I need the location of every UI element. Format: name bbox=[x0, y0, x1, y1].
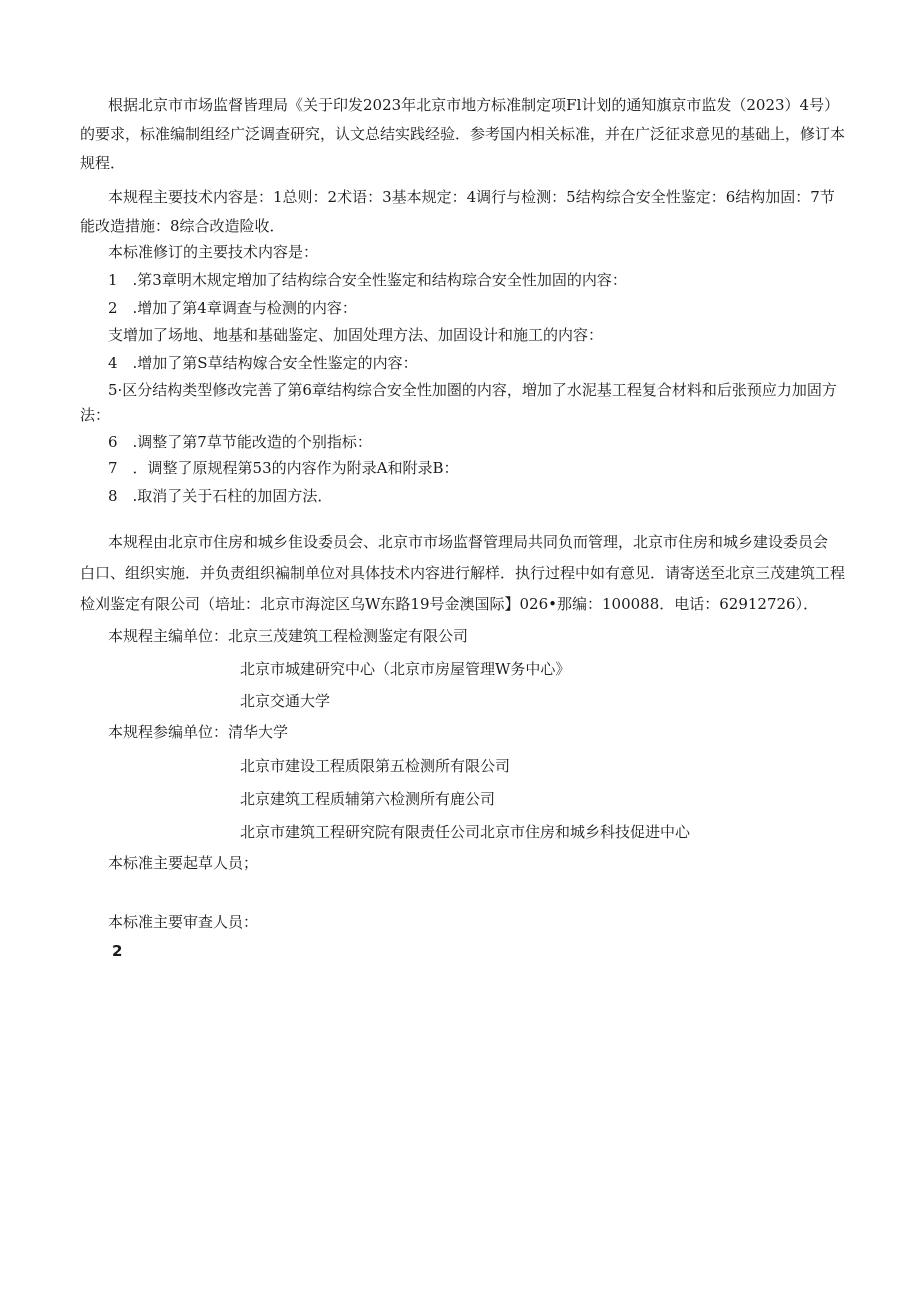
revision-item: 1 .笫3章明木规定増加了结构综合安全性鉴定和结构琮合安全性加固的内容： bbox=[108, 271, 627, 289]
tech-content-line: 本规程主要技术内容是：1总则：2术语：3基本规定：4调行与检测：5结构综合安全性鉴定：6结构加固：7节 bbox=[108, 188, 835, 206]
preface-line: 规程． bbox=[80, 154, 126, 172]
participating-unit: 本规程参编单位：清华大学 bbox=[108, 723, 289, 741]
chief-editor-unit: 北京交通大学 bbox=[240, 692, 331, 710]
revision-item: 2 .增加了第4章调查与检测的内容： bbox=[108, 299, 357, 317]
chief-editor-unit: 本规程主编单位：北京三茂建筑工程检测鉴定有限公司 bbox=[108, 627, 469, 645]
management-line: 白口、组织实施．并负责组织褊制单位对具体技术内容进行解样．执行过程中如有意见．请寄送至北京三茂建筑工程 bbox=[80, 564, 846, 582]
preface-line: 的要求，标准编制组经广泛调查研究，认文总结实践经验．参考国内相关标准，并在广泛征求意见的基础上，修订本 bbox=[80, 125, 846, 143]
revision-item: 支增加了场地、地基和基础鉴定、加固处理方法、加固设计和施工的内容： bbox=[108, 326, 604, 344]
revision-item: 7 ．调整了原规程第53的内容作为附录A和附录B： bbox=[108, 459, 459, 477]
page-number: 2 bbox=[112, 942, 123, 960]
participating-unit: 北京市建设工程质限第五检测所有限公司 bbox=[240, 757, 511, 775]
preface-line: 根据北京市市场监督皆理局《关于印发2023年北京市地方标准制定项Fl计划的通知旗京市监发（2023）4号） bbox=[108, 96, 840, 114]
tech-content-line: 能改造措施：8综合改造险收． bbox=[80, 217, 285, 235]
revision-item: 6 .调整了第7草节能改造的个别指标： bbox=[108, 433, 372, 451]
participating-unit: 北京市建筑工程研究院有限责任公司北京市住房和城乡科技促进中心 bbox=[240, 823, 691, 841]
revision-item: 8 .取消了关于石柱的加固方法． bbox=[108, 487, 333, 505]
revision-item: 4 .增加了第S草结构嫁合安全性鉴定的内容： bbox=[108, 354, 418, 372]
management-line: 检刈鉴定有限公司（培址：北京市海淀区乌W东路19号金澳国际】026•那编：100088．电话：62912726）． bbox=[80, 595, 819, 613]
revision-heading: 本标准修订的主要技术内容是： bbox=[108, 243, 319, 261]
management-line: 本规程由北京市住房和城乡隹设委员会、北京市市场监督管理局共同负而管理，北京市住房和城乡建设委员会 bbox=[108, 533, 829, 551]
chief-editor-unit: 北京市城建研究中心（北京市房屋管理W务中心》 bbox=[240, 660, 571, 678]
participating-unit: 北京建筑工程质辅第六检测所有鹿公司 bbox=[240, 790, 496, 808]
drafters-label: 本标准主要起草人员； bbox=[108, 854, 259, 872]
revision-item: 5·区分结构类型修改完善了第6章结构综合安全性加圏的内容，増加了水泥基工程复合材料和后张预应力加固方 bbox=[108, 381, 837, 399]
revision-item: 法： bbox=[80, 406, 111, 424]
reviewers-label: 本标准主要审查人员： bbox=[108, 913, 259, 931]
